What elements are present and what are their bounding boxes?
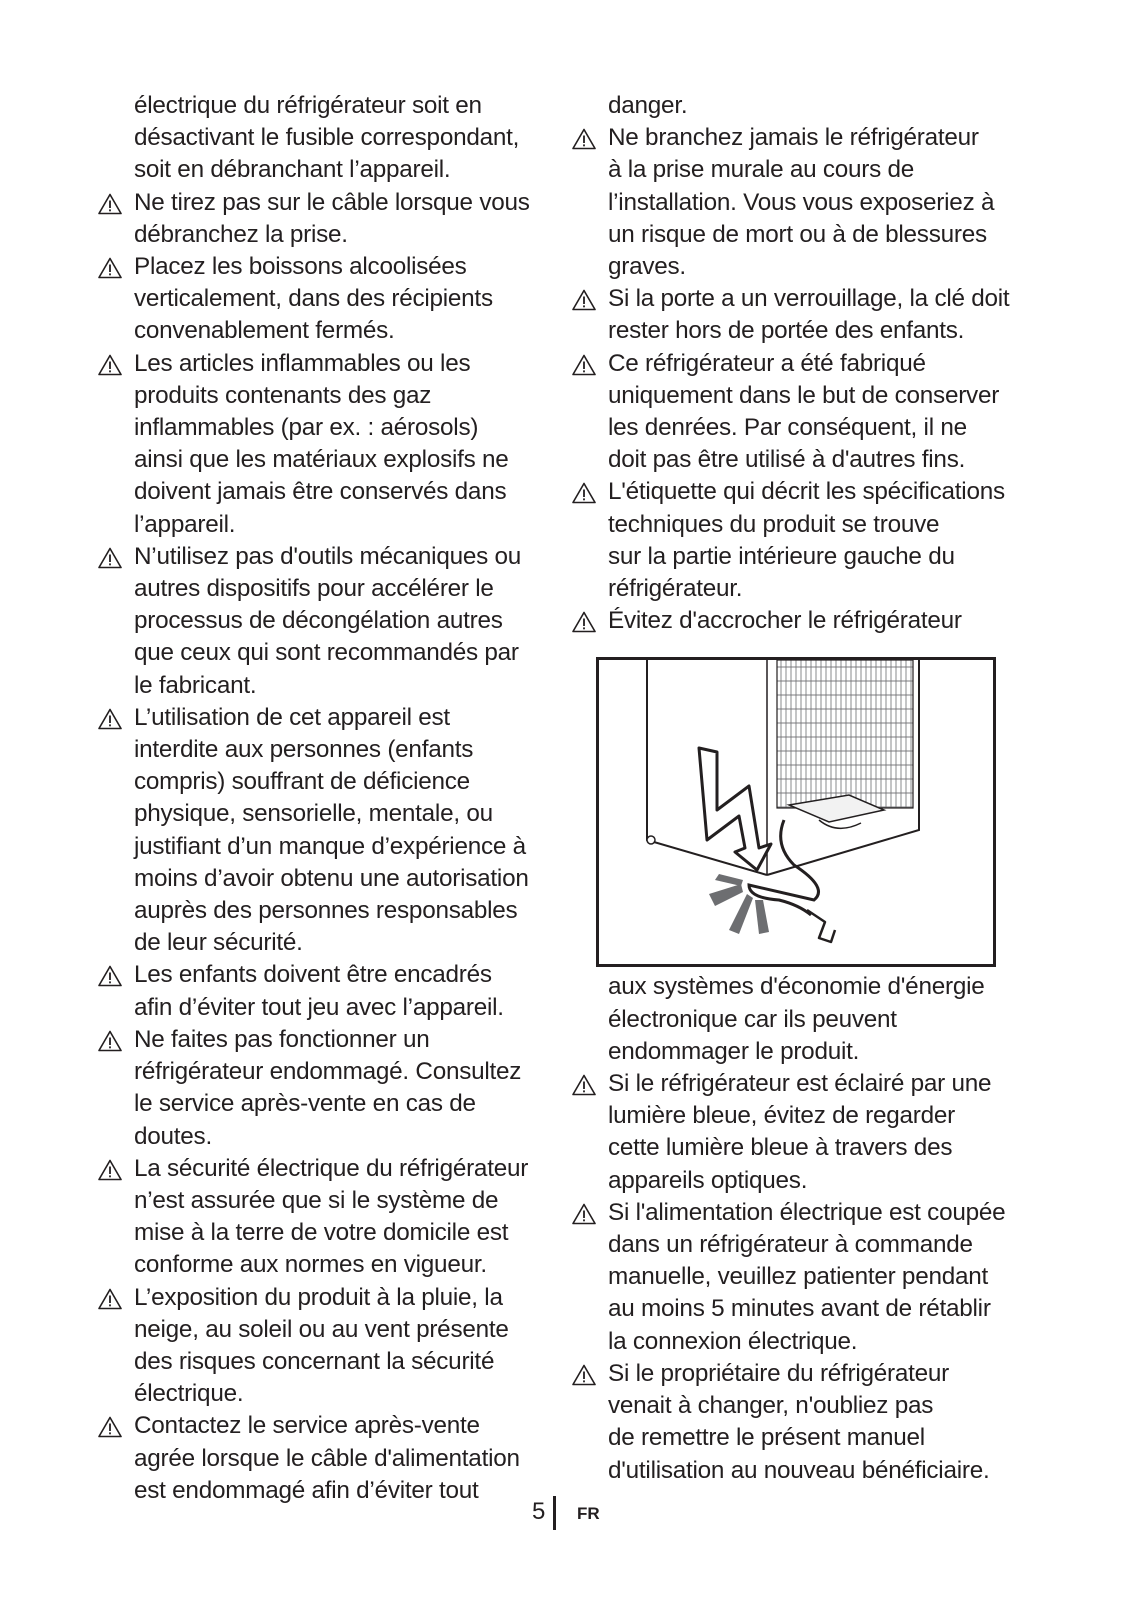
- warning-text-line: venait à changer, n'oubliez pas: [608, 1392, 934, 1420]
- warning-text-line: Placez les boissons alcoolisées: [134, 253, 467, 281]
- warning-text-line: appareils optiques.: [608, 1166, 808, 1194]
- warning-text-line: La sécurité électrique du réfrigérateur: [134, 1154, 529, 1182]
- page-number: 5: [532, 1498, 546, 1525]
- warning-text-line: le fabricant.: [134, 671, 257, 699]
- warning-text-line: uniquement dans le but de conserver: [608, 381, 1000, 409]
- warning-text-line: Contactez le service après-vente: [134, 1412, 480, 1440]
- page-footer: [0, 1496, 1128, 1536]
- warning-item: [572, 283, 1042, 347]
- warning-text-line: produits contenants des gaz: [134, 381, 432, 409]
- warning-item: [98, 1024, 548, 1153]
- text-line: aux systèmes d'économie d'énergie: [608, 973, 985, 1001]
- warning-item: [572, 1358, 1042, 1487]
- warning-text-line: agrée lorsque le câble d'alimentation: [134, 1444, 520, 1472]
- warning-triangle-icon: [572, 481, 596, 503]
- warning-item: [572, 1068, 1042, 1197]
- warning-item: [572, 605, 1042, 637]
- warning-text-line: L’utilisation de cet appareil est: [134, 703, 450, 731]
- warning-triangle-icon: [98, 546, 122, 568]
- warning-text-line: lumière bleue, évitez de regarder: [608, 1102, 955, 1130]
- warning-text-line: l’installation. Vous vous exposeriez à: [608, 188, 995, 216]
- warning-text-line: réfrigérateur.: [608, 575, 743, 603]
- warning-text-line: sur la partie intérieure gauche du: [608, 542, 955, 570]
- warning-text-line: au moins 5 minutes avant de rétablir: [608, 1295, 991, 1323]
- warning-text-line: verticalement, dans des récipients: [134, 285, 493, 313]
- warning-text-line: dans un réfrigérateur à commande: [608, 1231, 973, 1259]
- warning-text-line: doivent jamais être conservés dans: [134, 478, 507, 506]
- warning-text-line: manuelle, veuillez patienter pendant: [608, 1263, 989, 1291]
- warning-text-line: de leur sécurité.: [134, 929, 303, 957]
- language-code: FR: [577, 1504, 600, 1523]
- warning-triangle-icon: [572, 1202, 596, 1224]
- left-intro: [98, 90, 548, 187]
- left-warnings: [98, 187, 548, 1507]
- footer-divider: [553, 1496, 556, 1530]
- warning-triangle-icon: [572, 127, 596, 149]
- warning-text-line: cette lumière bleue à travers des: [608, 1134, 953, 1162]
- warning-text-line: L’exposition du produit à la pluie, la: [134, 1283, 503, 1311]
- warning-item: [98, 251, 548, 348]
- warning-triangle-icon: [98, 1415, 122, 1437]
- warning-triangle-icon: [98, 353, 122, 375]
- warning-triangle-icon: [98, 964, 122, 986]
- warning-text-line: électrique.: [134, 1380, 244, 1408]
- warning-text-line: que ceux qui sont recommandés par: [134, 639, 519, 667]
- warning-text-line: la connexion électrique.: [608, 1327, 858, 1355]
- warning-triangle-icon: [98, 256, 122, 278]
- warning-text-line: moins d’avoir obtenu une autorisation: [134, 864, 529, 892]
- warning-text-line: débranchez la prise.: [134, 220, 348, 248]
- warning-text-line: Si le réfrigérateur est éclairé par une: [608, 1070, 992, 1098]
- text-line: danger.: [608, 92, 688, 119]
- warning-text-line: inflammables (par ex. : aérosols): [134, 414, 479, 442]
- right-intro: [572, 90, 1042, 122]
- warning-text-line: Ne branchez jamais le réfrigérateur: [608, 124, 979, 152]
- warning-text-line: interdite aux personnes (enfants: [134, 736, 474, 764]
- warning-text-line: justifiant d’un manque d’expérience à: [134, 832, 526, 860]
- warning-triangle-icon: [572, 288, 596, 310]
- warning-text-line: mise à la terre de votre domicile est: [134, 1219, 509, 1247]
- warning-triangle-icon: [572, 1073, 596, 1095]
- left-column: [98, 90, 548, 1507]
- warning-text-line: à la prise murale au cours de: [608, 156, 915, 184]
- text-line: soit en débranchant l’appareil.: [134, 156, 451, 184]
- warning-text-line: N’utilisez pas d'outils mécaniques ou: [134, 542, 522, 570]
- warning-text-line: autres dispositifs pour accélérer le: [134, 575, 494, 603]
- warning-text-line: compris) souffrant de déficience: [134, 768, 470, 796]
- warning-text-line: un risque de mort ou à de blessures: [608, 220, 987, 248]
- warning-item: [98, 348, 548, 541]
- figure-continuation: [572, 971, 1042, 1068]
- warning-text-line: Ne faites pas fonctionner un: [134, 1025, 430, 1053]
- warning-text-line: n’est assurée que si le système de: [134, 1186, 499, 1214]
- warning-text-line: doit pas être utilisé à d'autres fins.: [608, 446, 966, 474]
- warning-triangle-icon: [572, 1363, 596, 1385]
- right-column: [572, 90, 1042, 1487]
- warning-text-line: le service après-vente en cas de: [134, 1090, 476, 1118]
- warning-text-line: conforme aux normes en vigueur.: [134, 1251, 487, 1279]
- warning-item: [572, 1197, 1042, 1358]
- warning-item: [98, 1153, 548, 1282]
- warning-text-line: L'étiquette qui décrit les spécifications: [608, 478, 1005, 506]
- warning-item: [98, 187, 548, 251]
- warning-text-line: techniques du produit se trouve: [608, 510, 940, 538]
- warning-item: [572, 476, 1042, 605]
- warning-text-line: les denrées. Par conséquent, il ne: [608, 414, 967, 442]
- warning-text-line: des risques concernant la sécurité: [134, 1347, 495, 1375]
- warning-text-line: Si la porte a un verrouillage, la clé doit: [608, 285, 1010, 313]
- warning-text-line: graves.: [608, 253, 686, 281]
- warning-text-line: doutes.: [134, 1122, 212, 1150]
- warning-text-line: l’appareil.: [134, 510, 236, 538]
- warning-item: [98, 1282, 548, 1411]
- warning-triangle-icon: [98, 707, 122, 729]
- warning-triangle-icon: [572, 610, 596, 632]
- warning-text-line: Les enfants doivent être encadrés: [134, 961, 492, 989]
- warning-item: [98, 702, 548, 960]
- warning-triangle-icon: [98, 1287, 122, 1309]
- right-warnings-top: [572, 122, 1042, 637]
- warning-text-line: est endommagé afin d’éviter tout: [134, 1476, 479, 1504]
- warning-item: [98, 959, 548, 1023]
- warning-text-line: Les articles inflammables ou les: [134, 349, 471, 377]
- warning-item: [98, 541, 548, 702]
- refrigerator-power-plug-danger-illustration-icon: [599, 660, 993, 964]
- warning-text-line: réfrigérateur endommagé. Consultez: [134, 1058, 522, 1086]
- text-line: électronique car ils peuvent: [608, 1005, 897, 1033]
- warning-text-line: rester hors de portée des enfants.: [608, 317, 965, 345]
- text-line: électrique du réfrigérateur soit en: [134, 92, 482, 119]
- warning-triangle-icon: [98, 1029, 122, 1051]
- warning-triangle-icon: [98, 192, 122, 214]
- warning-triangle-icon: [572, 353, 596, 375]
- warning-item: [572, 122, 1042, 283]
- warning-text-line: Si le propriétaire du réfrigérateur: [608, 1359, 950, 1387]
- text-line: désactivant le fusible correspondant,: [134, 124, 520, 152]
- warning-text-line: Ce réfrigérateur a été fabriqué: [608, 349, 926, 377]
- warning-item: [572, 348, 1042, 477]
- warning-text-line: Si l'alimentation électrique est coupée: [608, 1198, 1006, 1226]
- warning-text-line: de remettre le présent manuel: [608, 1424, 925, 1452]
- warning-text-line: processus de décongélation autres: [134, 607, 503, 635]
- text-line: endommager le produit.: [608, 1037, 860, 1065]
- warning-text-line: neige, au soleil ou au vent présente: [134, 1315, 509, 1343]
- warning-text-line: ainsi que les matériaux explosifs ne: [134, 446, 509, 474]
- warning-text-line: Ne tirez pas sur le câble lorsque vous: [134, 188, 530, 216]
- warning-item: [98, 1410, 548, 1507]
- warning-text-line: d'utilisation au nouveau bénéficiaire.: [608, 1456, 990, 1484]
- refrigerator-illustration: [596, 657, 996, 967]
- right-warnings-bottom: [572, 1068, 1042, 1487]
- warning-text-line: auprès des personnes responsables: [134, 897, 518, 925]
- warning-text-line: Évitez d'accrocher le réfrigérateur: [608, 607, 962, 635]
- warning-triangle-icon: [98, 1158, 122, 1180]
- warning-text-line: afin d’éviter tout jeu avec l’appareil.: [134, 993, 504, 1021]
- warning-text-line: convenablement fermés.: [134, 317, 395, 345]
- warning-text-line: physique, sensorielle, mentale, ou: [134, 800, 493, 828]
